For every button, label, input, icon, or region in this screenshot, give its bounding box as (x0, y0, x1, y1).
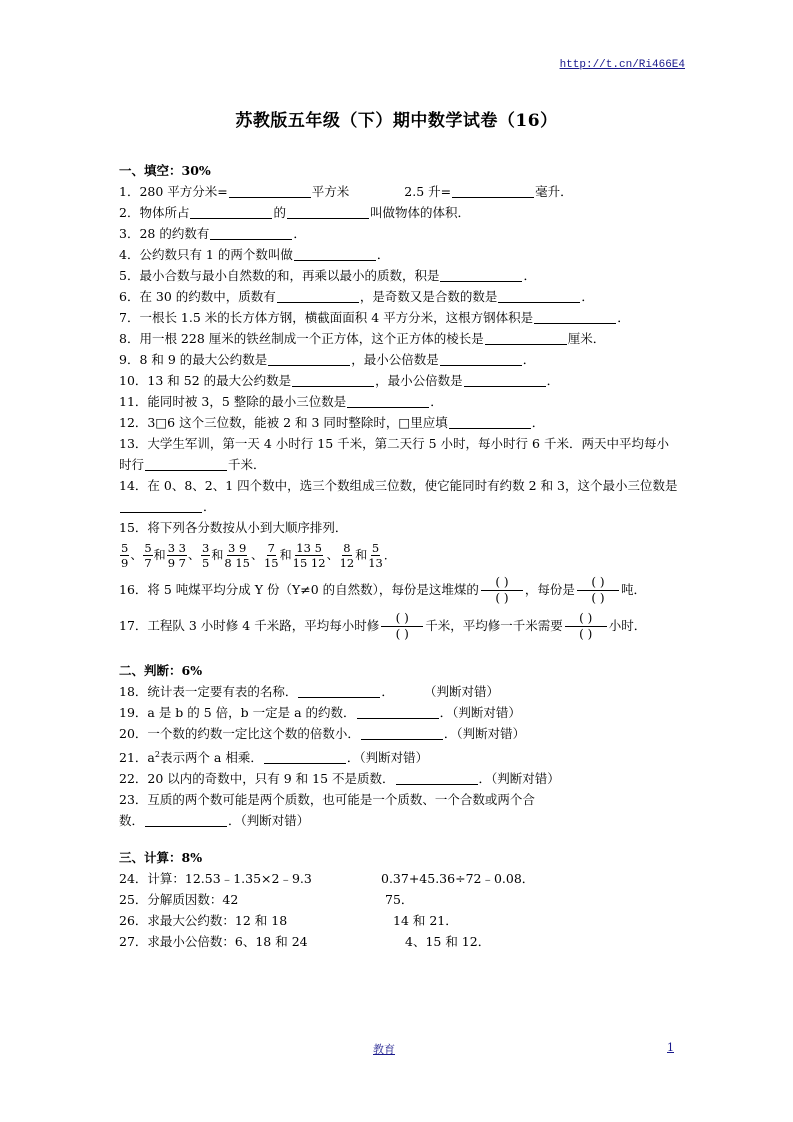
answer-blank[interactable] (361, 725, 443, 740)
answer-blank[interactable] (264, 749, 346, 764)
question-19: 19．a 是 b 的 5 倍，b 一定是 a 的约数． ．（判断对错） (119, 705, 521, 720)
question-14: 14．在 0、8、2、1 四个数中，选三个数组成三位数，使它能同时有约数 2 和 3，这个最小三位数是． (119, 478, 678, 514)
answer-blank[interactable] (449, 414, 531, 429)
answer-blank[interactable] (145, 812, 227, 827)
question-16: 16．将 5 吨煤平均分成 Y 份（Y≠0 的自然数），每份是这堆煤的 ( ) ( ) ，每份是 ( ) ( ) 吨． (119, 575, 646, 605)
fraction: $\frac{7}{15}$ (263, 541, 279, 570)
question-15: 15．将下列各分数按从小到大顺序排列． (119, 520, 348, 535)
answer-blank[interactable] (277, 288, 359, 303)
fraction-blank[interactable]: ( ) ( ) (481, 575, 523, 606)
answer-blank[interactable] (120, 498, 202, 513)
question-20: 20．一个数的约数一定比这个数的倍数小． ．（判断对错） (119, 726, 526, 741)
question-6: 6．在 30 的约数中，质数有 ，是奇数又是合数的数是 ． (119, 289, 594, 304)
answer-blank[interactable] (145, 456, 227, 471)
fraction-blank[interactable]: ( ) ( ) (565, 611, 607, 642)
question-7: 7．一根长 1.5 米的长方体方钢，横截面面积 4 平方分米，这根方钢体积是 ． (119, 310, 630, 325)
question-18: 18．统计表一定要有表的名称． ． （判断对错） (119, 684, 499, 699)
answer-blank[interactable] (485, 330, 567, 345)
answer-blank[interactable] (347, 393, 429, 408)
fraction: $\frac{13 5}{15 12}$ (292, 541, 326, 570)
answer-blank[interactable] (268, 351, 350, 366)
page-title: 苏教版五年级（下）期中数学试卷（16） (235, 111, 558, 131)
question-22: 22．20 以内的奇数中，只有 9 和 15 不是质数． ．（判断对错） (119, 771, 560, 787)
answer-blank[interactable] (440, 267, 522, 282)
fraction: $\frac{5}{7}$ (144, 541, 152, 570)
section-fill-blank: 一、填空：30% (119, 163, 211, 178)
answer-blank[interactable] (452, 183, 534, 198)
question-25: 25．分解质因数：42 75． (119, 892, 414, 908)
question-24: 24．计算：12.53﹣1.35×2﹣9.3 0.37+45.36÷72﹣0.08． (119, 871, 535, 887)
question-17: 17．工程队 3 小时修 4 千米路，平均每小时修 ( ) ( ) 千米，平均修一千米需要 ( ) ( ) 小时． (119, 611, 647, 641)
fraction: $\frac{3}{5}$ (202, 541, 210, 570)
answer-blank[interactable] (229, 183, 311, 198)
question-26: 26．求最大公约数：12 和 18 14 和 21． (119, 913, 458, 929)
question-5: 5．最小合数与最小自然数的和，再乘以最小的质数，积是 ． (119, 268, 536, 283)
answer-blank[interactable] (357, 704, 439, 719)
question-4: 4．公约数只有 1 的两个数叫做 ． (119, 247, 390, 262)
question-23-cont: 数． ．（判断对错） (119, 813, 310, 829)
answer-blank[interactable] (396, 770, 478, 785)
answer-blank[interactable] (292, 372, 374, 387)
page-number: 1 (667, 1041, 674, 1054)
fraction: $\frac{3 3}{9 7}$ (167, 541, 186, 570)
question-9: 9．8 和 9 的最大公约数是 ，最小公倍数是 ． (119, 352, 536, 367)
fraction: $\frac{3 9}{8 15}$ (224, 541, 250, 570)
answer-blank[interactable] (440, 351, 522, 366)
question-2: 2．物体所占 的 叫做物体的体积． (119, 205, 470, 220)
question-23: 23．互质的两个数可能是两个质数，也可能是一个质数、一个合数或两个合 (119, 792, 535, 808)
question-10: 10．13 和 52 的最大公约数是 ，最小公倍数是 ． (119, 373, 560, 388)
answer-blank[interactable] (534, 309, 616, 324)
fraction: $\frac{8}{12}$ (339, 541, 355, 570)
answer-blank[interactable] (464, 372, 546, 387)
answer-blank[interactable] (294, 246, 376, 261)
answer-blank[interactable] (210, 225, 292, 240)
section-calculation: 三、计算：8% (119, 850, 203, 866)
fraction-blank[interactable]: ( ) ( ) (381, 611, 423, 642)
question-27: 27．求最小公倍数：6、18 和 24 4、15 和 12． (119, 934, 491, 950)
answer-blank[interactable] (498, 288, 580, 303)
question-21: 21．$a^2$表示两个 a 相乘． ．（判断对错） (119, 750, 429, 766)
question-15-fractions: $\frac{5}{9}$ 、 $\frac{5}{7}$ 和 $\frac{3 3}{9 7}$ 、 $\frac{3}{5}$ 和 $\frac{3 9}{8 15}$ 、 $\frac{7}{15}$ 和 $\frac{13 5}{15 12}$ 、 $\frac{8}{12}$ 和 $\frac{5}{13}$ ． (121, 541, 396, 570)
question-11: 11．能同时被 3，5 整除的最小三位数是 ． (119, 394, 443, 409)
answer-blank[interactable] (190, 204, 272, 219)
question-12: 12．3□6 这个三位数，能被 2 和 3 同时整除时，□里应填 ． (119, 415, 545, 430)
answer-blank[interactable] (287, 204, 369, 219)
question-1: 1．280 平方分米= 平方米 2.5 升= 毫升． (119, 184, 573, 199)
fraction: $\frac{5}{13}$ (368, 541, 383, 570)
fraction: $\frac{5}{9}$ (121, 541, 129, 570)
footer-link[interactable]: 教育 (373, 1043, 395, 1056)
question-13: 13．大学生军训，第一天 4 小时行 15 千米，第二天行 5 小时，每小时行 6 千米．两天中平均每小时行 千米． (119, 436, 669, 472)
exam-body (119, 160, 679, 952)
fraction-blank[interactable]: ( ) ( ) (577, 575, 619, 606)
question-8: 8．用一根 228 厘米的铁丝制成一个正方体，这个正方体的棱长是 厘米． (119, 331, 606, 346)
section-judgement: 二、判断：6% (119, 663, 203, 678)
answer-blank[interactable] (298, 683, 380, 698)
header-link[interactable]: http://t.cn/Ri466E4 (559, 59, 685, 71)
question-3: 3．28 的约数有 ． (119, 226, 306, 241)
